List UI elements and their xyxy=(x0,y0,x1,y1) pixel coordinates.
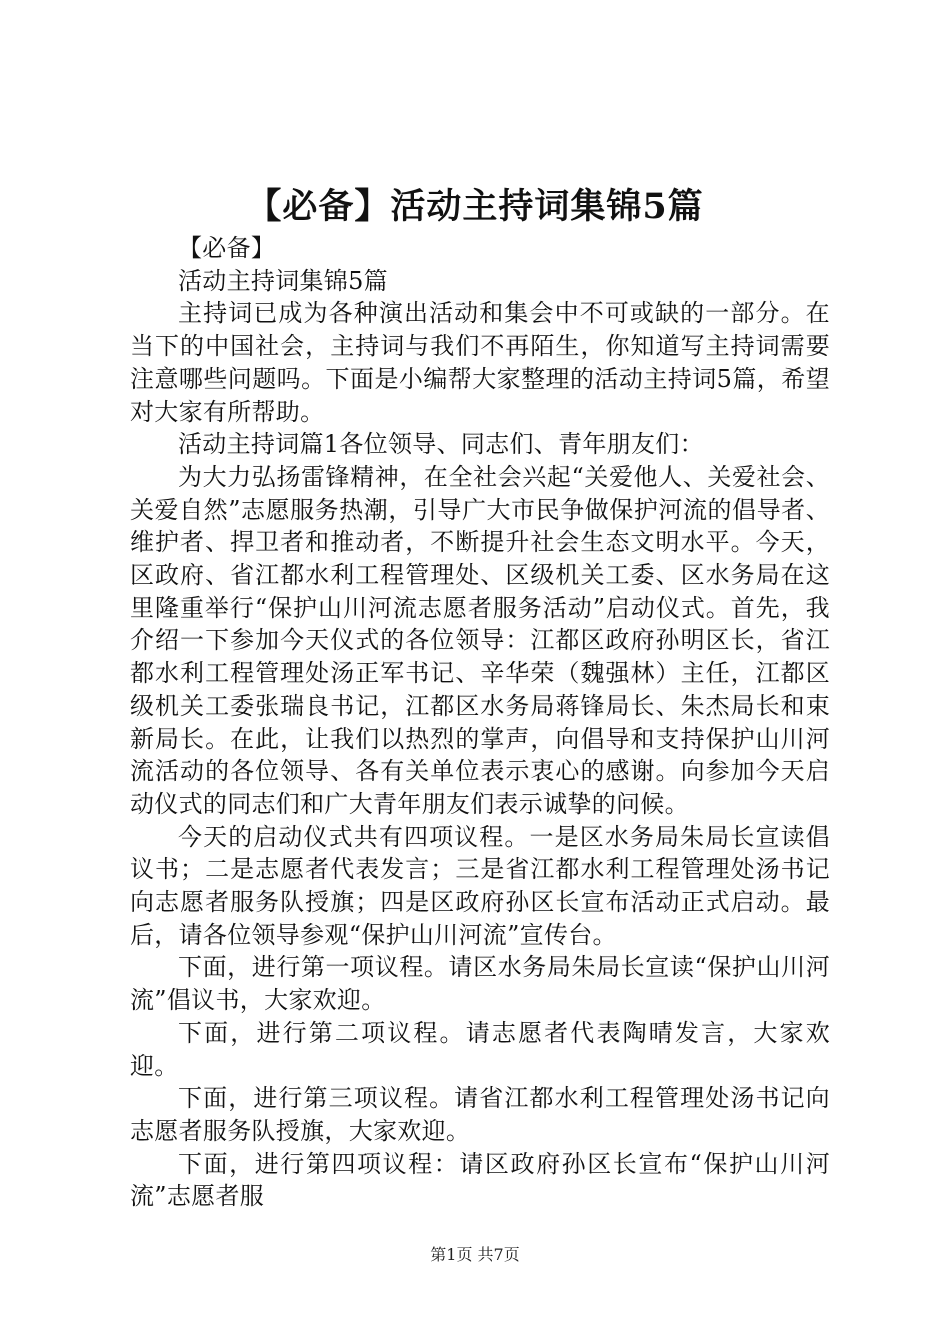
paragraph-subtitle: 活动主持词集锦5篇 xyxy=(178,266,388,295)
paragraph-item-4: 下面，进行第四项议程：请区政府孙区长宣布“保护山川河流”志愿者服 xyxy=(130,1149,830,1211)
paragraph-item-2: 下面，进行第二项议程。请志愿者代表陶晴发言，大家欢迎。 xyxy=(130,1018,830,1080)
document-body xyxy=(130,232,830,1213)
paragraph-intro: 主持词已成为各种演出活动和集会中不可或缺的一部分。在当下的中国社会，主持词与我们不再陌生，你知道写主持词需要注意哪些问题吗。下面是小编帮大家整理的活动主持词5篇，希望对大家有所帮助。 xyxy=(130,299,830,426)
paragraph-tag: 【必备】 xyxy=(178,234,276,262)
page-footer: 第1页 共7页 xyxy=(430,1245,520,1264)
paragraph-opening: 为大力弘扬雷锋精神，在全社会兴起“关爱他人、关爱社会、关爱自然”志愿服务热潮，引导广大市民争做保护河流的倡导者、维护者、捍卫者和推动者，不断提升社会生态文明水平。今天，区政府、省江都水利工程管理处、区级机关工委、区水务局在这里隆重举行“保护山川河流志愿者服务活动”启动仪式。首先，我介绍一下参加今天仪式的各位领导：江都区政府孙明区长，省江都水利工程管理处汤正军书记、辛华荣（魏强林）主任，江都区级机关工委张瑞良书记，江都区水务局蒋锋局长、朱杰局长和束新局长。在此，让我们以热烈的掌声，向倡导和支持保护山川河流活动的各位领导、各有关单位表示衷心的感谢。向参加今天启动仪式的同志们和广大青年朋友们表示诚挚的问候。 xyxy=(130,462,830,818)
paragraph-item-3: 下面，进行第三项议程。请省江都水利工程管理处汤书记向志愿者服务队授旗，大家欢迎。 xyxy=(130,1084,830,1145)
paragraph-greeting: 活动主持词篇1各位领导、同志们、青年朋友们： xyxy=(178,430,704,459)
paragraph-agenda: 今天的启动仪式共有四项议程。一是区水务局朱局长宣读倡议书；二是志愿者代表发言；三是省江都水利工程管理处汤书记向志愿者服务队授旗；四是区政府孙区长宣布活动正式启动。最后，请各位领导参观“保护山川河流”宣传台。 xyxy=(130,822,830,949)
paragraph-item-1: 下面，进行第一项议程。请区水务局朱局长宣读“保护山川河流”倡议书，大家欢迎。 xyxy=(130,953,830,1015)
document-title: 【必备】活动主持词集锦5篇 xyxy=(246,186,704,227)
